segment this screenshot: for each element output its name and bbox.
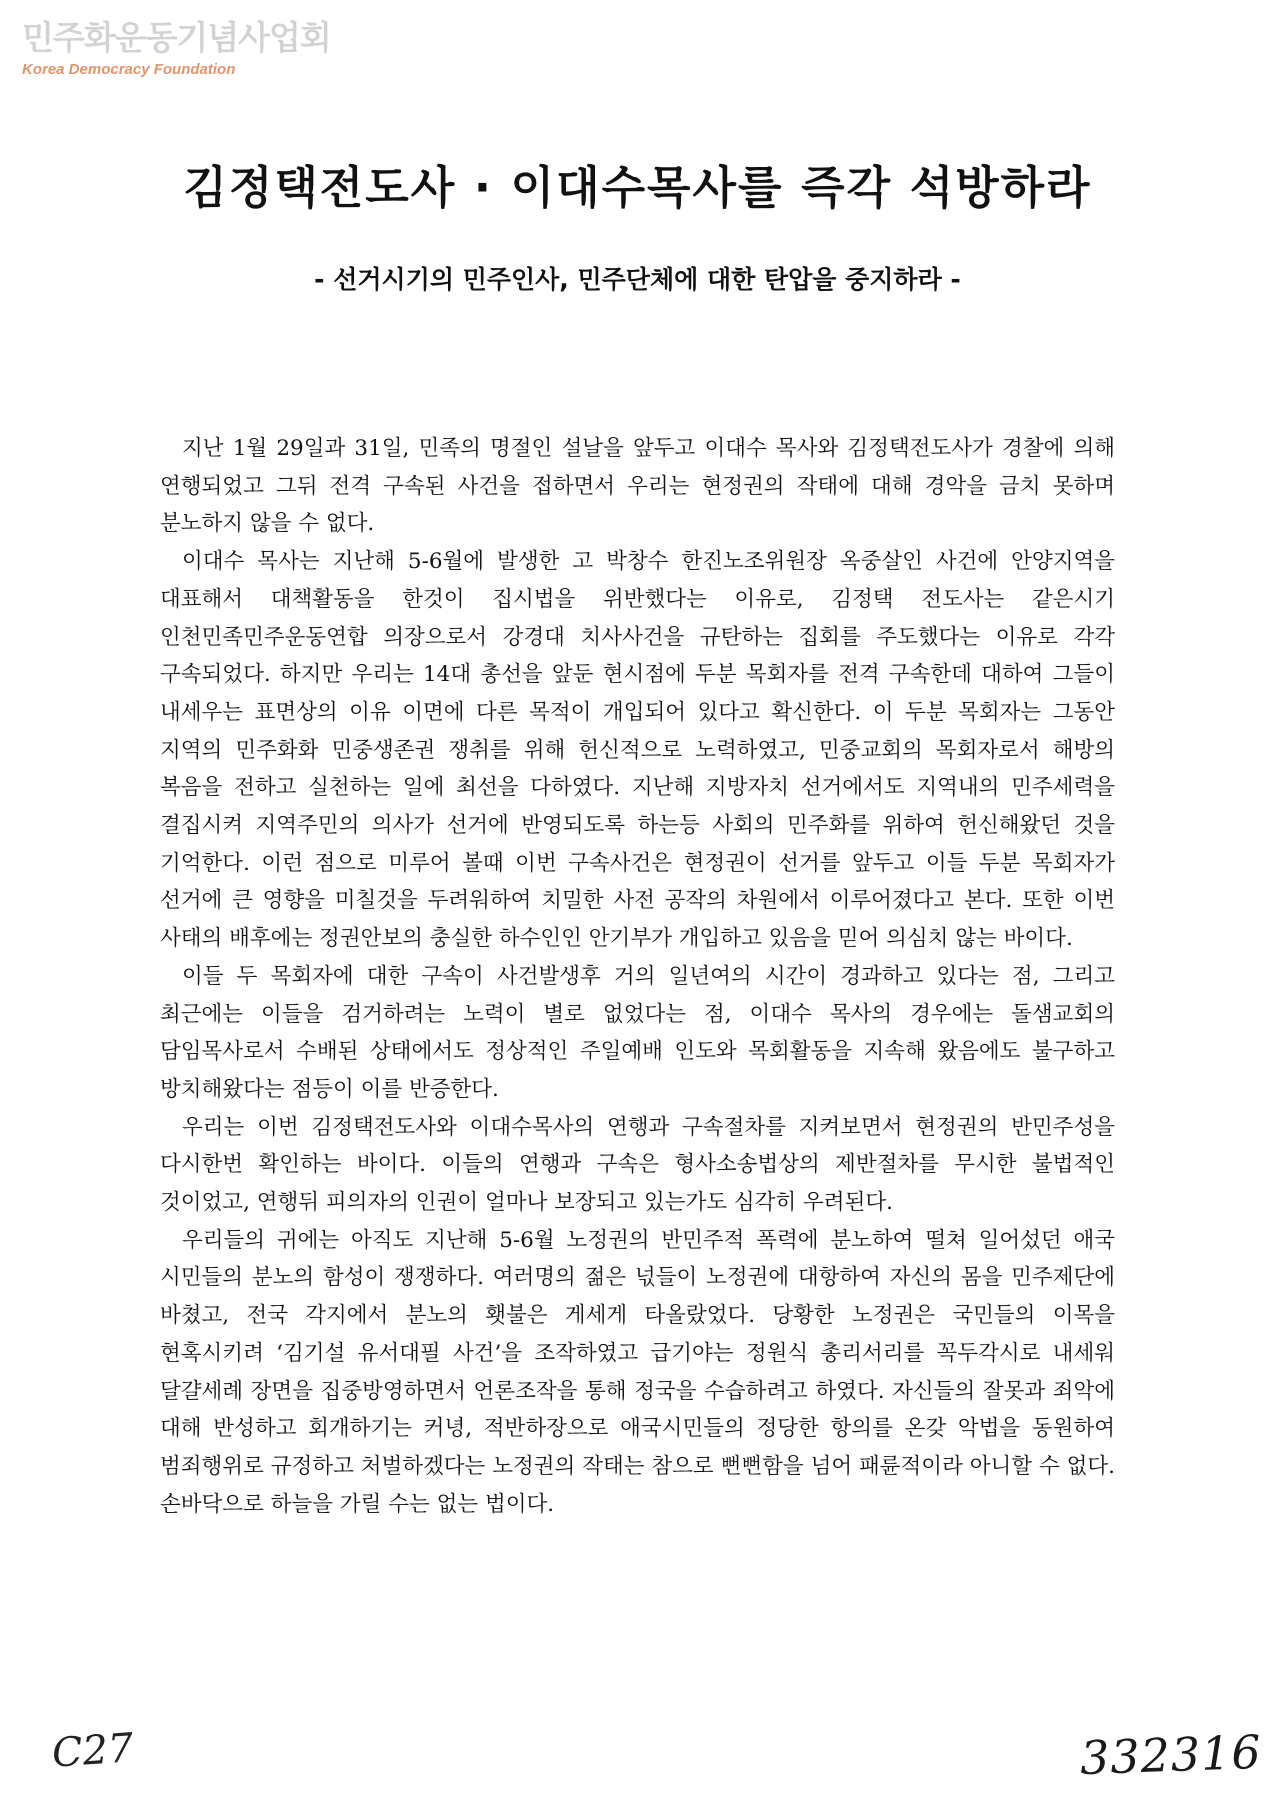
handwritten-code-left: C27 — [50, 1725, 136, 1777]
watermark-english-text: Korea Democracy Foundation — [22, 61, 236, 78]
document-title: 김정택전도사 · 이대수목사를 즉각 석방하라 — [183, 161, 1092, 214]
paragraph-2: 이대수 목사는 지난해 5-6월에 발생한 고 박창수 한진노조위원장 옥중살인 사건에 안양지역을 대표해서 대책활동을 한것이 집시법을 위반했다는 이유로, 김정택 전도사는 같은시기 인천민족민주운동연합 의장으로서 강경대 치사사건을 규탄하는 집회를 주도했다는 이유로 각각 구속되었다. 하지만 우리는 14대 총선을 앞둔 현시점에 두분 목회자를 전격 구속한데 대하여 그들이 내세우는 표면상의 이유 이면에 다른 목적이 개입되어 있다고 확신한다. 이 두분 목회자는 그동안 지역의 민주화화 민중생존권 쟁취를 위해 헌신적으로 노력하였고, 민중교회의 목회자로서 해방의 복음을 전하고 실천하는 일에 최선을 다하였다. 지난해 지방자치 선거에서도 지역내의 민주세력을 결집시켜 지역주민의 의사가 선거에 반영되도록 하는등 사회의 민주화를 위하여 헌신해왔던 것을 기억한다. 이런 점으로 미루어 볼때 이번 구속사건은 현정권이 선거를 앞두고 이들 두분 목회자가 선거에 큰 영향을 미칠것을 두려워하여 치밀한 사전 공작의 차원에서 이루어졌다고 본다. 또한 이번 사태의 배후에는 정권안보의 충실한 하수인인 안기부가 개입하고 있음을 믿어 의심치 않는 바이다. — [160, 549, 1115, 952]
paragraph-3: 이들 두 목회자에 대한 구속이 사건발생후 거의 일년여의 시간이 경과하고 있다는 점, 그리고 최근에는 이들을 검거하려는 노력이 별로 없었다는 점, 이대수 목사의 경우에는 돌샘교회의 담임목사로서 수배된 상태에서도 정상적인 주일예배 인도와 목회활동을 지속해 왔음에도 불구하고 방치해왔다는 점등이 이를 반증한다. — [160, 963, 1115, 1102]
document-body — [160, 430, 1115, 1523]
watermark-korean-text: 민주화운동기념사업회 — [22, 18, 331, 57]
paragraph-1: 지난 1월 29일과 31일, 민족의 명절인 설날을 앞두고 이대수 목사와 김정택전도사가 경찰에 의해 연행되었고 그뒤 전격 구속된 사건을 접하면서 우리는 현정권의 작태에 대해 경악을 금치 못하며 분노하지 않을 수 없다. — [160, 436, 1115, 537]
handwritten-archive-number: 332316 — [1079, 1724, 1263, 1786]
document-subtitle: - 선거시기의 민주인사, 민주단체에 대한 탄압을 중지하라 - — [314, 265, 961, 294]
paragraph-5: 우리들의 귀에는 아직도 지난해 5-6월 노정권의 반민주적 폭력에 분노하여 떨쳐 일어섰던 애국 시민들의 분노의 함성이 쟁쟁하다. 여러명의 젊은 넋들이 노정권에 대항하여 자신의 몸을 민주제단에 바쳤고, 전국 각지에서 분노의 횃불은 게세게 타올랐었다. 당황한 노정권은 국민들의 이목을 현혹시키려 ‘김기설 유서대필 사건’을 조작하였고 급기야는 정원식 총리서리를 꼭두각시로 내세워 달걀세례 장면을 집중방영하면서 언론조작을 통해 정국을 수습하려고 하였다. 자신들의 잘못과 죄악에 대해 반성하고 회개하기는 커녕, 적반하장으로 애국시민들의 정당한 항의를 온갖 악법을 동원하여 범죄행위로 규정하고 처벌하겠다는 노정권의 작태는 참으로 뻔뻔함을 넘어 패륜적이라 아니할 수 없다. 손바닥으로 하늘을 가릴 수는 없는 법이다. — [160, 1227, 1115, 1517]
foundation-watermark — [22, 18, 331, 80]
paragraph-4: 우리는 이번 김정택전도사와 이대수목사의 연행과 구속절차를 지켜보면서 현정권의 반민주성을 다시한번 확인하는 바이다. 이들의 연행과 구속은 형사소송법상의 제반절차를 무시한 불법적인 것이었고, 연행뒤 피의자의 인권이 얼마나 보장되고 있는가도 심각히 우려된다. — [160, 1114, 1115, 1216]
